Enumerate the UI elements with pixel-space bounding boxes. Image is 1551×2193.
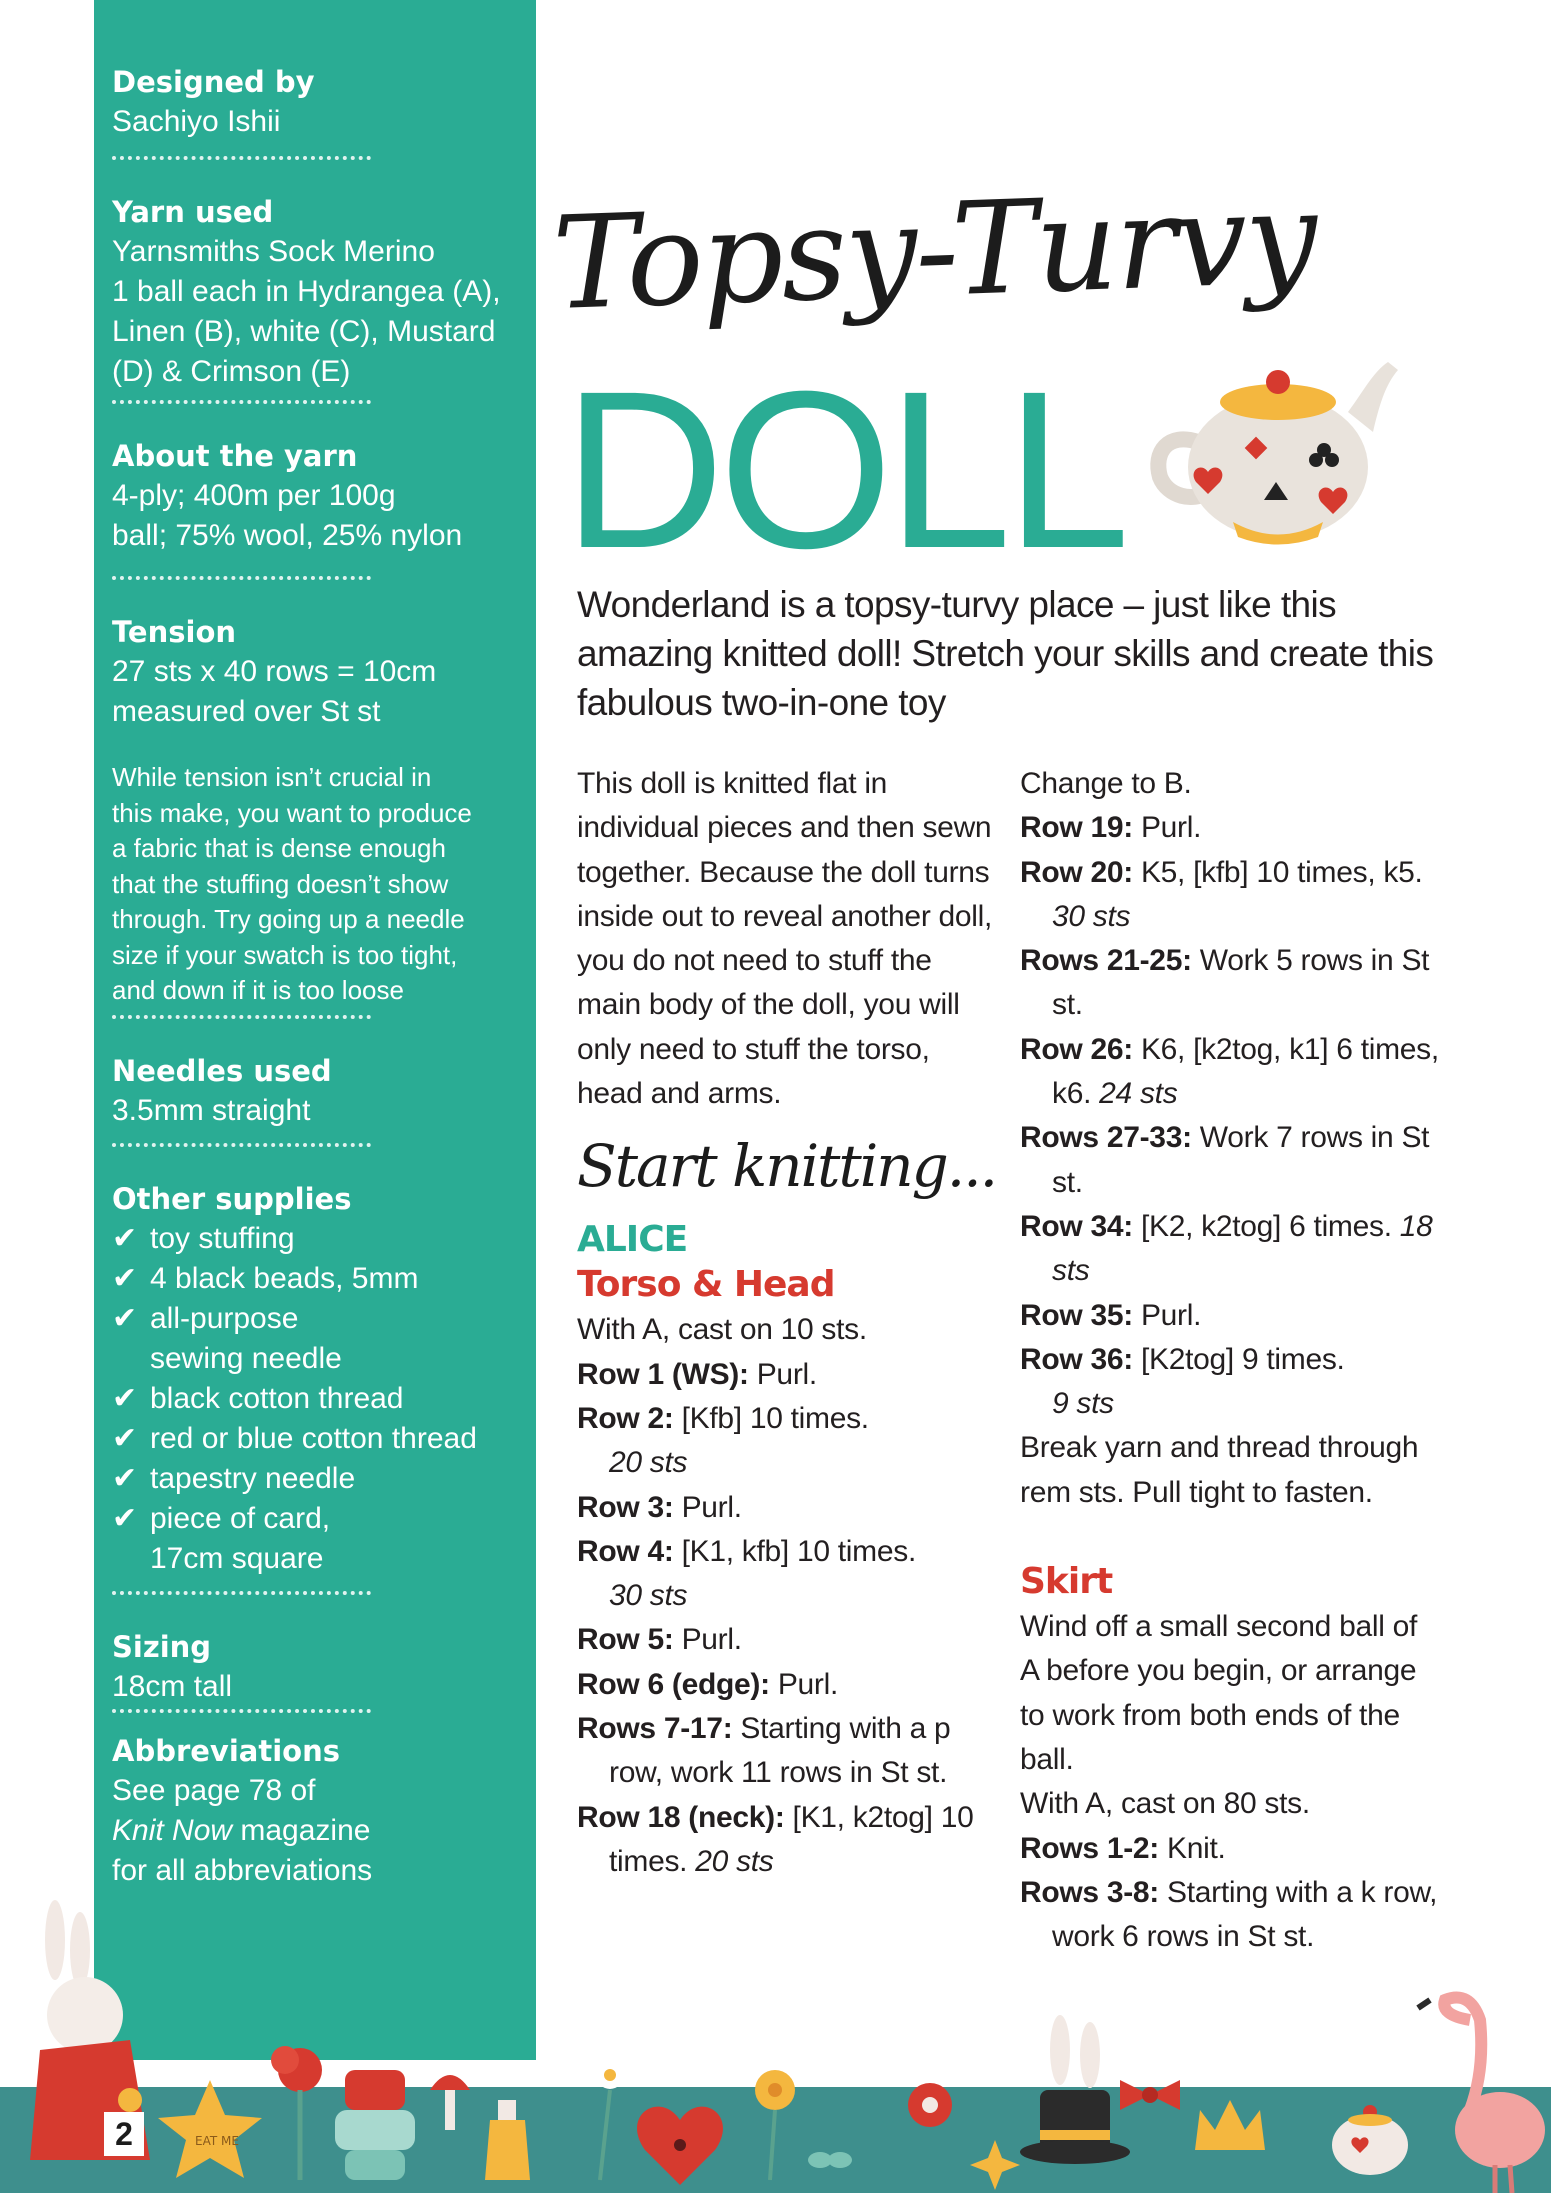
pattern-row: Rows 7-17: Starting with a p row, work 11 rows in St st.	[577, 1712, 951, 1790]
stitch-count: 24 sts	[1099, 1077, 1178, 1111]
yarn-used-title: Yarn used	[112, 195, 274, 229]
check-icon: ✔	[112, 1421, 138, 1455]
divider	[112, 1709, 371, 1713]
butterfly-icon	[808, 2152, 852, 2168]
sizing-title: Sizing	[112, 1629, 212, 1664]
pattern-row: Rows 27-33: Work 7 rows in St st.	[1020, 1121, 1430, 1199]
torso-head-heading: Torso & Head	[577, 1264, 835, 1306]
pattern-row: Row 20: K5, [kfb] 10 times, k5. 30 sts	[1020, 855, 1423, 933]
yarn-line: 1 ball each in Hydrangea (A),	[112, 275, 501, 308]
yarn-line: (D) & Crimson (E)	[112, 355, 351, 388]
pattern-row: Row 1 (WS): Purl.	[577, 1357, 817, 1391]
tension-note-line: While tension isn’t crucial in	[112, 762, 432, 792]
supply-item: ✔ toy stuffing	[112, 1219, 522, 1259]
magazine-name: Knit Now	[112, 1813, 233, 1847]
skirt-intro: Wind off a small second ball of A before you begin, or arrange to work from both ends of the ball.	[1020, 1610, 1418, 1776]
abbreviations-title: Abbreviations	[112, 1733, 340, 1768]
pattern-row: Row 26: K6, [k2tog, k1] 6 times, k6. 24 sts	[1020, 1032, 1439, 1111]
potion-bottle-icon	[485, 2100, 530, 2180]
supply-item: ✔ all-purpose sewing needle	[112, 1299, 522, 1379]
supply-item: ✔ red or blue cotton thread	[112, 1419, 522, 1459]
flamingo-icon	[1418, 1998, 1545, 2193]
about-yarn-title: About the yarn	[112, 439, 358, 473]
tension-note-line: this make, you want to produce	[112, 797, 472, 828]
check-icon: ✔	[112, 1261, 138, 1295]
page-number: 2	[104, 2112, 144, 2156]
check-icon: ✔	[112, 1461, 138, 1495]
teacup-stack-icon	[335, 2070, 415, 2180]
sidebar-content	[112, 62, 522, 1891]
supply-item: ✔ tapestry needle	[112, 1459, 522, 1499]
stitch-count: 20 sts	[695, 1844, 774, 1878]
pattern-row: Row 6 (edge): Purl.	[577, 1667, 839, 1701]
divider	[112, 1591, 371, 1595]
tension-title: Tension	[112, 615, 237, 649]
tension-note-line: a fabric that is dense enough	[112, 833, 446, 863]
yellow-flower-icon	[755, 2070, 795, 2180]
supplies-title: Other supplies	[112, 1181, 352, 1216]
designed-by-title: Designed by	[112, 65, 315, 99]
pattern-row: Row 4: [K1, kfb] 10 times. 30 sts	[577, 1534, 916, 1613]
skirt-heading: Skirt	[1020, 1561, 1113, 1603]
star-icon	[158, 2080, 262, 2178]
pattern-row: Rows 21-25: Work 5 rows in St st.	[1020, 944, 1430, 1022]
cast-on-line: With A, cast on 10 sts.	[577, 1313, 867, 1347]
pattern-row: Row 34: [K2, k2tog] 6 times. 18 sts	[1020, 1209, 1433, 1288]
pattern-row: Row 36: [K2tog] 9 times. 9 sts	[1020, 1342, 1345, 1421]
pattern-column-1	[577, 762, 997, 1884]
abbreviations-line: for all abbreviations	[112, 1853, 373, 1887]
divider	[112, 1015, 371, 1019]
skirt-cast-on: With A, cast on 80 sts.	[1020, 1787, 1310, 1821]
pattern-column-2	[1020, 762, 1440, 1959]
check-icon: ✔	[112, 1301, 138, 1335]
wonderland-border-illustration	[0, 1890, 1551, 2193]
divider	[112, 1143, 371, 1147]
tension-note-line: and down if it is too loose	[112, 975, 404, 1005]
mushroom-icon	[430, 2075, 470, 2130]
stitch-count: 20 sts	[609, 1446, 688, 1480]
check-icon: ✔	[112, 1221, 138, 1255]
supplies-list	[112, 1219, 522, 1579]
title-main: DOLL	[563, 345, 1125, 595]
svg-text:EAT ME: EAT ME	[195, 2134, 239, 2148]
pattern-row: Row 18 (neck): [K1, k2tog] 10 times. 20 sts	[577, 1800, 974, 1878]
info-sidebar	[94, 0, 536, 2060]
alice-heading: ALICE	[577, 1219, 688, 1261]
divider	[112, 400, 371, 404]
pattern-row: Rows 1-2: Knit.	[1020, 1831, 1226, 1865]
check-icon: ✔	[112, 1381, 138, 1415]
tension-line: 27 sts x 40 rows = 10cm	[112, 655, 437, 688]
teapot-illustration	[1148, 332, 1408, 552]
tension-note-line: size if your swatch is too tight,	[112, 939, 458, 970]
pattern-row: Row 35: Purl.	[1020, 1298, 1202, 1332]
supply-item: ✔ 4 black beads, 5mm	[112, 1259, 522, 1299]
pattern-row: Row 3: Purl.	[577, 1490, 742, 1524]
tension-note-line: through. Try going up a needle	[112, 904, 465, 934]
about-yarn-line: ball; 75% wool, 25% nylon	[112, 519, 463, 552]
divider	[112, 576, 371, 580]
check-icon: ✔	[112, 1501, 138, 1535]
heart-lock-icon	[637, 2107, 723, 2185]
tension-note-line: that the stuffing doesn’t show	[112, 868, 449, 899]
intro-text: Wonderland is a topsy-turvy place – just like this amazing knitted doll! Stretch your skills and create this fabulous two-in-one toy	[577, 584, 1434, 723]
pattern-row: Row 2: [Kfb] 10 times. 20 sts	[577, 1401, 869, 1480]
pattern-row: Rows 3-8: Starting with a k row, work 6 rows in St st.	[1020, 1875, 1438, 1954]
stitch-count: 9 sts	[1052, 1387, 1114, 1421]
divider	[112, 156, 371, 160]
abbreviations-line: See page 78 of	[112, 1773, 316, 1807]
poppy-icon	[908, 2083, 952, 2127]
title-script: Topsy-Turvy	[550, 163, 1318, 339]
daisy-icon	[596, 2061, 624, 2180]
change-colour-line: Change to B.	[1020, 767, 1192, 800]
sizing-text: 18cm tall	[112, 1669, 233, 1703]
supply-item: ✔ black cotton thread	[112, 1379, 522, 1419]
pattern-row: Row 19: Purl.	[1020, 811, 1202, 845]
small-teapot-icon	[1332, 2105, 1408, 2175]
yarn-line: Yarnsmiths Sock Merino	[112, 235, 435, 268]
intro-paragraph: This doll is knitted flat in individual pieces and then sewn together. Because the doll turns inside out to reveal another doll, you do not need to stuff the main body of the doll, you will only need to stuff the torso, head and arms.	[577, 767, 993, 1111]
crown-icon	[1195, 2100, 1265, 2150]
needles-title: Needles used	[112, 1053, 332, 1088]
tension-line: measured over St st	[112, 695, 381, 728]
flower-icon	[271, 2046, 322, 2180]
bow-icon	[1120, 2080, 1180, 2110]
abbreviations-line: Knit Now magazine	[112, 1813, 371, 1847]
stitch-count: 18 sts	[1052, 1209, 1433, 1288]
top-hat-icon	[1020, 2015, 1130, 2164]
break-yarn-line: Break yarn and thread through rem sts. Pull tight to fasten.	[1020, 1431, 1419, 1509]
start-knitting-heading: Start knitting...	[577, 1132, 997, 1201]
needles-text: 3.5mm straight	[112, 1093, 311, 1127]
sparkle-icon	[970, 2140, 1020, 2190]
yarn-line: Linen (B), white (C), Mustard	[112, 315, 496, 348]
supply-item: ✔ piece of card, 17cm square	[112, 1499, 522, 1579]
stitch-count: 30 sts	[609, 1579, 688, 1613]
stitch-count: 30 sts	[1052, 899, 1131, 933]
about-yarn-line: 4-ply; 400m per 100g	[112, 479, 396, 512]
designer-name: Sachiyo Ishii	[112, 105, 281, 138]
pattern-row: Row 5: Purl.	[577, 1623, 742, 1657]
